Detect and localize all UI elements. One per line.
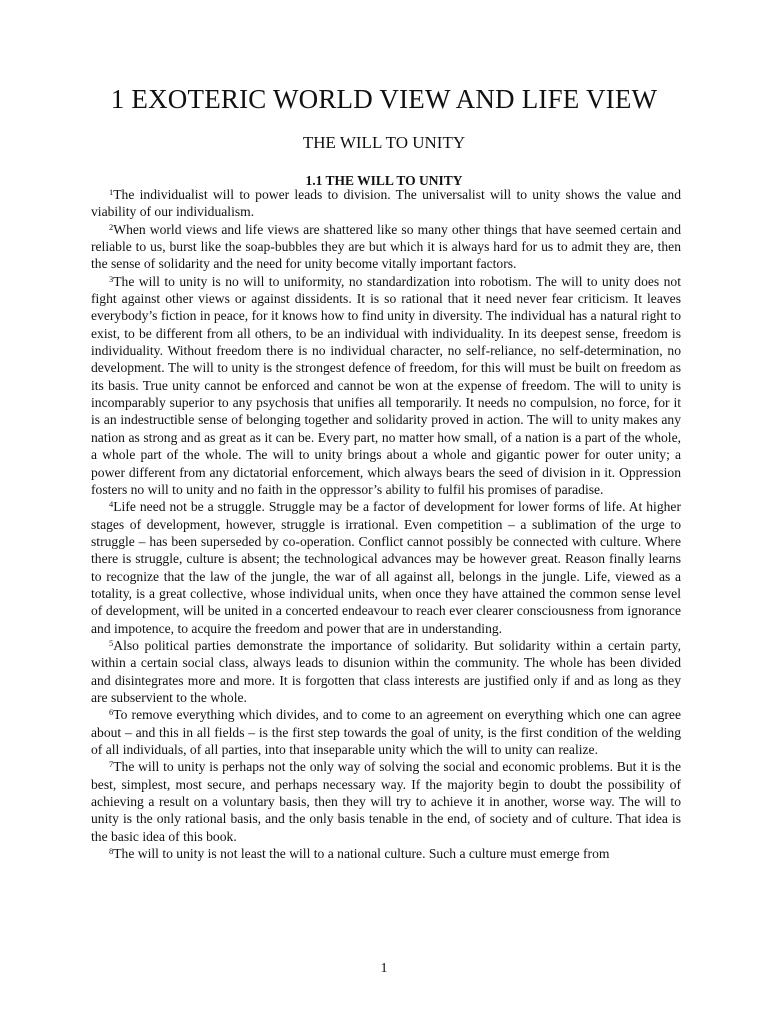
paragraph-text: When world views and life views are shattered like so many other things that have seemed certain and reliable to us, burst like the soap-bubbles they are but which it is always hard for us to admit they are, then the sense of solidarity and the need for unity become vitally important factors. — [91, 221, 681, 272]
paragraph-number: 5 — [109, 637, 114, 648]
paragraph — [91, 637, 681, 706]
chapter-title: 1 EXOTERIC WORLD VIEW AND LIFE VIEW — [110, 84, 658, 114]
paragraph-text: The will to unity is not least the will to a national culture. Such a culture must emerge from — [113, 846, 610, 862]
paragraph-text: To remove everything which divides, and to come to an agreement on everything which one can agree about – and this in all fields – is the first step towards the goal of unity, is the first condition of the welding of all individuals, of all parties, into that inseparable unity which the will to unity can realize. — [91, 707, 681, 757]
paragraph-text: Life need not be a struggle. Struggle may be a factor of development for lower forms of life. At higher stages of development, however, struggle is irrational. Even competition – a sublimation of the urge to struggle – has been superseded by co-operation. Conflict cannot possibly be connected with culture. Where there is struggle, culture is absent; the technological advances may be however great. Reason finally learns to recognize that the law of the jungle, the war of all against all, belongs in the jungle. Life, viewed as a totality, is a great collective, whose individual units, when once they have attained the common sense level of development, will be united in a concerted endeavour to reach ever clearer consciousness from ignorance and impotence, to acquire the freedom and power that are in understanding. — [91, 499, 681, 636]
paragraph-number: 1 — [109, 187, 114, 197]
paragraph — [91, 706, 681, 758]
section-title: 1.1 THE WILL TO UNITY — [305, 173, 463, 188]
paragraph-text: Also political parties demonstrate the importance of solidarity. But solidarity within a certain party, within a certain social class, always leads to disunion within the community. The whole has been divided and disintegrates more and more. It is forgotten that class interests are justified only if and as long as they are subservient to the whole. — [91, 637, 681, 705]
paragraph — [91, 186, 681, 221]
paragraph — [91, 758, 681, 845]
paragraph — [91, 273, 681, 498]
paragraph-number: 3 — [109, 273, 114, 284]
paragraph-text: The will to unity is perhaps not the only way of solving the social and economic problems. But it is the best, simplest, most secure, and perhaps necessary way. If the majority begin to doubt the possibility of achieving a result on a voluntary basis, then they will try to achieve it in another, worse way. The will to unity is the only rational basis, and the only basis tenable in the end, of society and of culture. That idea is the basic idea of this book. — [91, 759, 681, 844]
paragraph — [91, 845, 681, 862]
part-title: THE WILL TO UNITY — [302, 133, 466, 152]
body-text — [91, 186, 681, 862]
paragraph-number: 4 — [109, 499, 114, 510]
paragraph-number: 6 — [109, 707, 114, 718]
paragraph — [91, 221, 681, 273]
paragraph-number: 8 — [109, 846, 114, 857]
paragraph-number: 7 — [109, 759, 114, 770]
paragraph-text: The will to unity is no will to uniformity, no standardization into robotism. The will to unity does not fight against other views or against dissidents. It is so rational that it need never fear criticism. It leaves everybody’s fiction in peace, for it knows how to find unity in diversity. The individual has a natural right to exist, to be different from all others, to be an individual with individuality. In its deepest sense, freedom is individuality. Without freedom there is no individual character, no self-reliance, no self-determination, no development. The will to unity is the strongest defence of freedom, for this will must be built on freedom as its basis. True unity cannot be enforced and cannot be won at the expense of freedom. The will to unity is incomparably superior to any psychosis that unifies all temporarily. It needs no compulsion, no force, for it is an indestructible sense of belonging together and solidarity proved in action. The will to unity makes any nation as strong and as great as it can be. Every part, no matter how small, of a nation is a part of the whole, a whole part of the whole. The will to unity brings about a whole and gigantic power for outer unity; a power different from any dictatorial enforcement, which always bears the seed of division in it. Oppression fosters no will to unity and no faith in the oppressor’s ability to fulfil his promises of paradise. — [91, 273, 681, 497]
paragraph-text: The individualist will to power leads to division. The universalist will to unity shows the value and viability of our individualism. — [91, 187, 681, 220]
page-number: 1 — [380, 961, 388, 976]
paragraph-number: 2 — [109, 221, 114, 232]
paragraph — [91, 498, 681, 637]
